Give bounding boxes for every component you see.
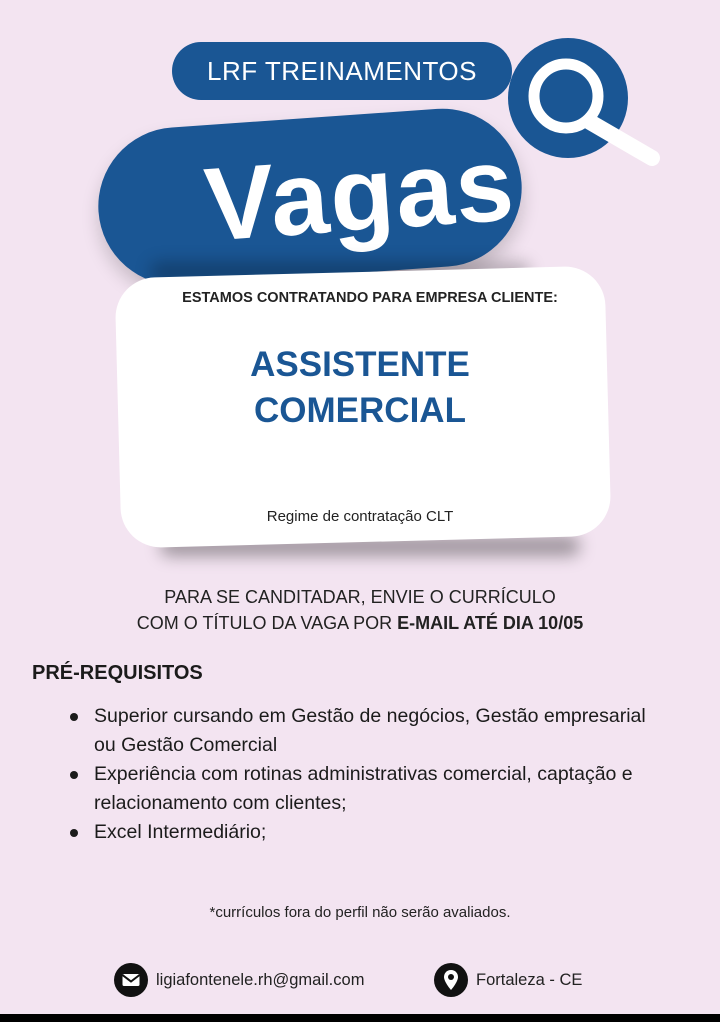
requirement-text: Excel Intermediário; bbox=[94, 821, 267, 843]
bullet-icon bbox=[70, 829, 78, 837]
mail-icon bbox=[114, 963, 148, 997]
list-item bbox=[68, 702, 668, 760]
apply-line2 bbox=[60, 610, 660, 636]
location-pin-icon bbox=[434, 963, 468, 997]
contact-location bbox=[434, 962, 582, 998]
brand-name: LRF TREINAMENTOS bbox=[207, 55, 477, 86]
bullet-icon bbox=[70, 771, 78, 779]
requirement-text: Experiência com rotinas administrativas comercial, captação e relacionamento com clientes; bbox=[94, 763, 633, 814]
job-title bbox=[140, 342, 580, 434]
hiring-text: ESTAMOS CONTRATANDO PARA EMPRESA CLIENTE: bbox=[182, 290, 558, 306]
apply-deadline: E-MAIL ATÉ DIA 10/05 bbox=[397, 613, 584, 633]
headline: Vagas bbox=[200, 126, 520, 264]
apply-instructions bbox=[60, 584, 660, 636]
brand-banner bbox=[172, 42, 512, 100]
list-item bbox=[68, 760, 668, 818]
location-text: Fortaleza - CE bbox=[476, 970, 583, 989]
job-title-line2: COMERCIAL bbox=[254, 391, 466, 430]
apply-line2-text: COM O TÍTULO DA VAGA POR bbox=[136, 613, 398, 633]
email-text[interactable]: ligiafontenele.rh@gmail.com bbox=[156, 970, 365, 989]
requirements-title: PRÉ-REQUISITOS bbox=[32, 662, 203, 684]
requirement-text: Superior cursando em Gestão de negócios, Gestão empresarial ou Gestão Comercial bbox=[94, 705, 646, 756]
bottom-bar bbox=[0, 1014, 720, 1022]
contact-email[interactable] bbox=[114, 962, 364, 998]
bullet-icon bbox=[70, 713, 78, 721]
disclaimer: *currículos fora do perfil não serão avaliados. bbox=[209, 904, 511, 921]
contract-regime: Regime de contratação CLT bbox=[266, 508, 454, 525]
magnifier-icon bbox=[506, 36, 666, 176]
requirements-list bbox=[68, 702, 668, 847]
job-title-line1: ASSISTENTE bbox=[250, 345, 470, 384]
apply-line1: PARA SE CANDITADAR, ENVIE O CURRÍCULO bbox=[164, 587, 556, 607]
list-item bbox=[68, 818, 668, 847]
